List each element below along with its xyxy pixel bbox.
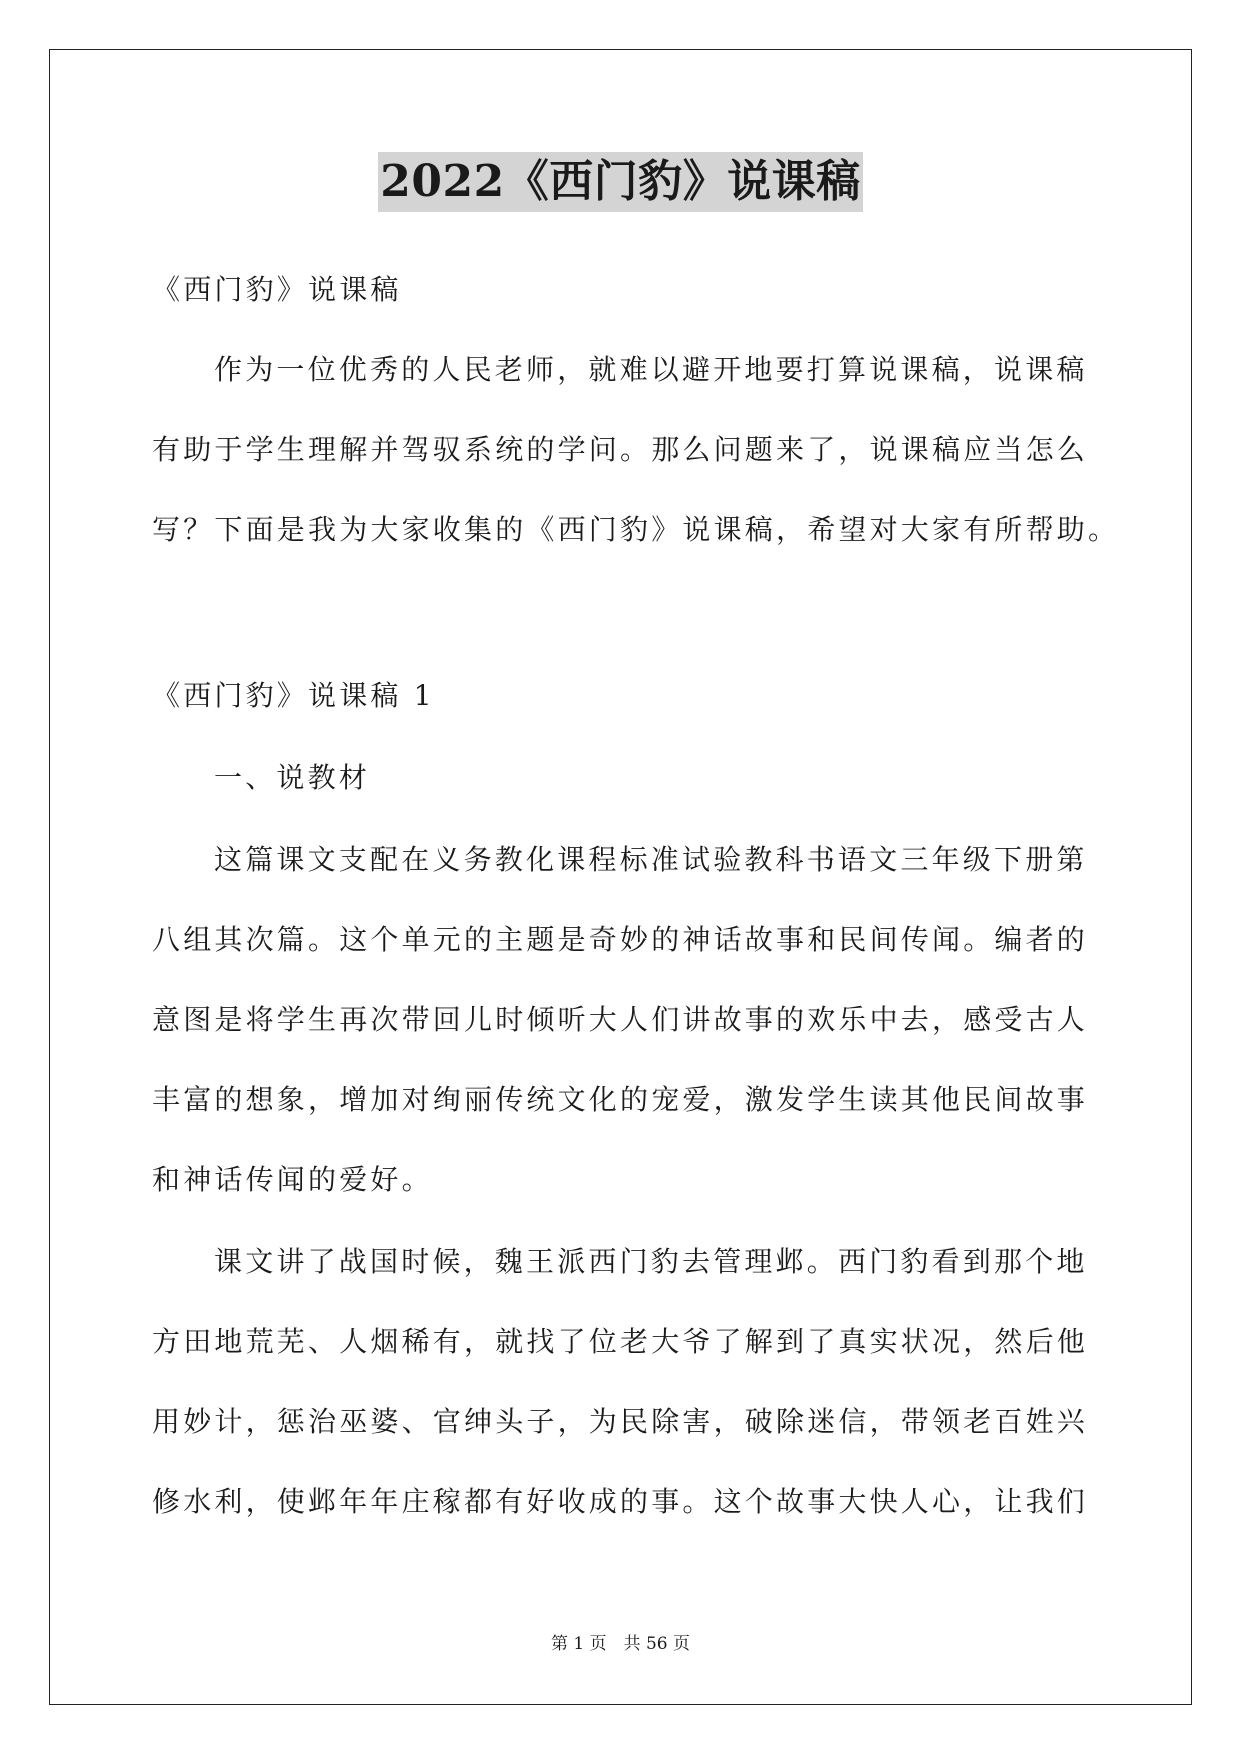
paragraph1-line-3: 意图是将学生再次带回儿时倾听大人们讲故事的欢乐中去，感受古人 xyxy=(152,1003,1089,1036)
intro-line-2: 有助于学生理解并驾驭系统的学问。那么问题来了，说课稿应当怎么 xyxy=(152,433,1089,466)
paragraph2-line-3: 用妙计，惩治巫婆、官绅头子，为民除害，破除迷信，带领老百姓兴 xyxy=(152,1405,1089,1438)
page-footer: 第 1 页 共 56 页 xyxy=(550,1634,691,1654)
paragraph1-line-5: 和神话传闻的爱好。 xyxy=(152,1163,433,1196)
paragraph1-line-1: 这篇课文支配在义务教化课程标准试验教科书语文三年级下册第 xyxy=(214,843,1088,876)
paragraph2-line-4: 修水利，使邺年年庄稼都有好收成的事。这个故事大快人心，让我们 xyxy=(152,1485,1089,1518)
title-container xyxy=(0,152,1241,212)
document-title: 2022《西门豹》说课稿 xyxy=(378,152,862,212)
intro-line-1: 作为一位优秀的人民老师，就难以避开地要打算说课稿，说课稿 xyxy=(214,353,1088,386)
paragraph2-line-1: 课文讲了战国时候，魏王派西门豹去管理邺。西门豹看到那个地 xyxy=(214,1245,1088,1278)
section-heading: 《西门豹》说课稿 1 xyxy=(152,679,435,712)
paragraph2-line-2: 方田地荒芜、人烟稀有，就找了位老大爷了解到了真实状况，然后他 xyxy=(152,1325,1089,1358)
subsection-heading: 一、说教材 xyxy=(214,761,371,794)
paragraph1-line-4: 丰富的想象，增加对绚丽传统文化的宠爱，激发学生读其他民间故事 xyxy=(152,1083,1089,1116)
document-subtitle: 《西门豹》说课稿 xyxy=(152,273,402,306)
intro-line-3: 写？下面是我为大家收集的《西门豹》说课稿，希望对大家有所帮助。 xyxy=(152,513,1120,546)
paragraph1-line-2: 八组其次篇。这个单元的主题是奇妙的神话故事和民间传闻。编者的 xyxy=(152,923,1089,956)
